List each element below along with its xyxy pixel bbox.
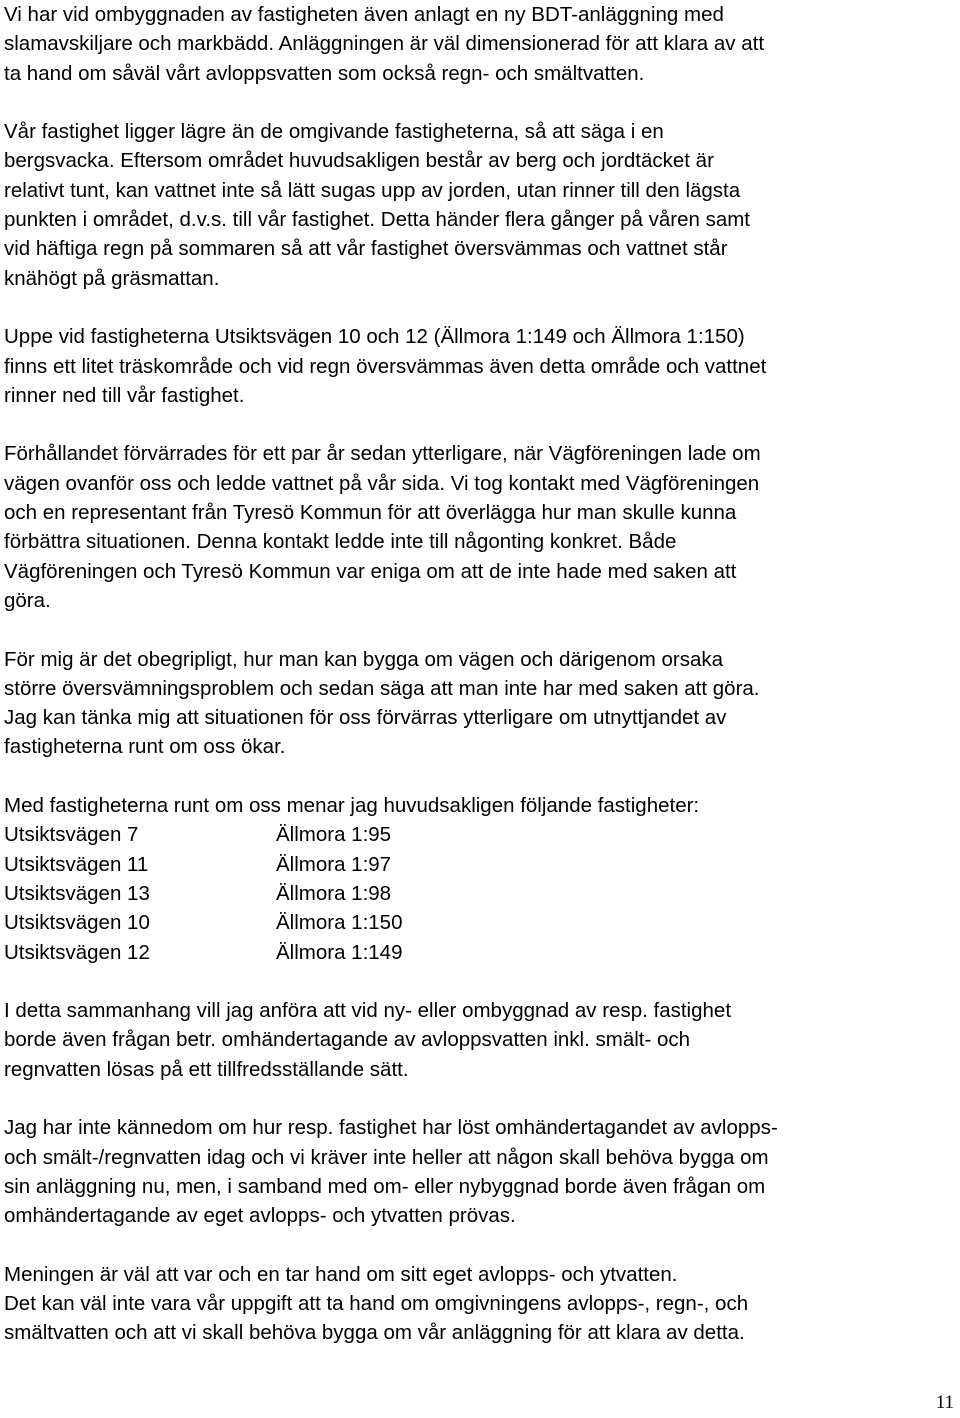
paragraph-conclusion: Meningen är väl att var och en tar hand om sitt eget avlopps- och ytvatten. Det kan väl inte vara vår uppgift att ta hand om omgivningens avlopps-, regn-, och smältvatten och att vi skall behöva bygga om vår anläggning för att klara av detta. [4, 1262, 749, 1345]
paragraph-spacer [4, 762, 956, 791]
property-street: Utsiktsvägen 7 [4, 823, 139, 847]
property-street: Utsiktsvägen 10 [4, 911, 150, 935]
property-designation: Ällmora 1:95 [276, 823, 392, 847]
paragraph-spacer [4, 967, 956, 996]
page-number: 11 [935, 1392, 954, 1413]
property-list-table [4, 820, 402, 966]
property-street: Utsiktsvägen 11 [4, 852, 149, 876]
paragraph-road-association: Förhållandet förvärrades för ett par år sedan ytterligare, när Vägföreningen lade om vägen ovanför oss och ledde vattnet på vår sida. Vi tog kontakt med Vägföreningen och en representant från Tyresö Kommun för att överlägga hur man skulle kunna förbättra situationen. Denna kontakt ledde inte till någonting konkret. Både Vägföreningen och Tyresö Kommun var eniga om att de inte hade med saken att göra. [4, 442, 761, 612]
property-row [4, 938, 402, 967]
paragraph-flooding-concern: För mig är det obegripligt, hur man kan bygga om vägen och därigenom orsaka större översvämningsproblem och sedan säga att man inte har med saken att göra. Jag kan tänka mig att situationen för oss förvärras ytterligare om utnyttjandet av fastigheterna runt om oss ökar. [4, 647, 760, 759]
property-designation: Ällmora 1:149 [276, 940, 403, 964]
paragraph-spacer [4, 1230, 956, 1259]
property-row [4, 850, 402, 879]
property-row [4, 879, 402, 908]
paragraph-no-knowledge: Jag har inte kännedom om hur resp. fastighet har löst omhändertagandet av avlopps- och smält-/regnvatten idag och vi kräver inte heller att någon skall behöva bygga om sin anläggning nu, men, i samband med om- eller nybyggnad borde även frågan om omhändertagande av eget avlopps- och ytvatten prövas. [4, 1116, 778, 1228]
paragraph-properties-intro: Med fastigheterna runt om oss menar jag huvudsakligen följande fastigheter: [4, 794, 700, 818]
property-designation: Ällmora 1:150 [276, 911, 403, 935]
paragraph-spacer [4, 88, 956, 117]
paragraph-wastewater-requirement: I detta sammanhang vill jag anföra att vid ny- eller ombyggnad av resp. fastighet borde även frågan betr. omhändertagande av avloppsvatten inkl. smält- och regnvatten lösas på ett tillfredsställande sätt. [4, 999, 732, 1081]
property-street: Utsiktsvägen 13 [4, 881, 150, 905]
document-page [4, 0, 956, 1348]
paragraph-swamp-area: Uppe vid fastigheterna Utsiktsvägen 10 och 12 (Ällmora 1:149 och Ällmora 1:150) finns ett litet träskområde och vid regn översvämmas även detta område och vattnet rinner ned till vår fastighet. [4, 325, 767, 407]
property-designation: Ällmora 1:97 [276, 852, 392, 876]
paragraph-spacer [4, 615, 956, 644]
paragraph-spacer [4, 1084, 956, 1113]
property-street: Utsiktsvägen 12 [4, 940, 150, 964]
property-row [4, 820, 402, 849]
paragraph-spacer [4, 293, 956, 322]
paragraph-spacer [4, 410, 956, 439]
paragraph-property-location: Vår fastighet ligger lägre än de omgivande fastigheterna, så att säga i en bergsvacka. Eftersom området huvudsakligen består av berg och jordtäcket är relativt tunt, kan vattnet inte så lätt sugas upp av jorden, utan rinner till den lägsta punkten i området, d.v.s. till vår fastighet. Detta händer flera gånger på våren samt vid häftiga regn på sommaren så att vår fastighet översvämmas och vattnet står knähögt på gräsmattan. [4, 120, 750, 290]
paragraph-bdt-facility: Vi har vid ombyggnaden av fastigheten även anlagt en ny BDT-anläggning med slamavskiljare och markbädd. Anläggningen är väl dimensionerad för att klara av att ta hand om såväl vårt avloppsvatten som också regn- och smältvatten. [4, 3, 765, 85]
property-row [4, 908, 402, 937]
property-designation: Ällmora 1:98 [276, 881, 392, 905]
